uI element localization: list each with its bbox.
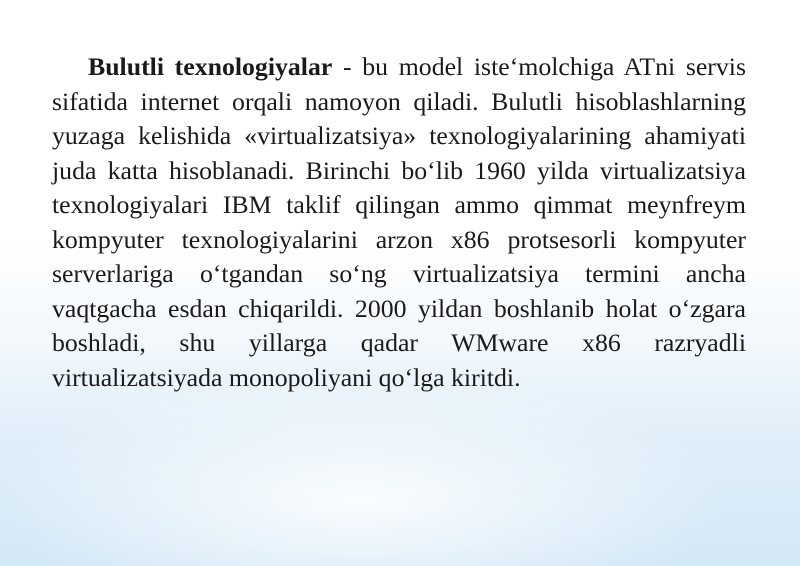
body-paragraph — [52, 50, 746, 395]
term-bold: Bulutli texnologiyalar — [88, 52, 333, 81]
paragraph-text: - bu model iste‘molchiga ATni servis sifatida internet orqali namoyon qiladi. Bulutli hisoblashlarning yuzaga kelishida «virtualizatsiya» texnologiyalarining ahamiyati juda katta hisoblanadi. Birinchi bo‘lib 1960 yilda virtualizatsiya texnologiyalari IBM taklif qilingan ammo qimmat meynfreym kompyuter texnologiyalarini arzon x86 protsesorli kompyuter serverlariga o‘tgandan so‘ng virtualizatsiya termini ancha vaqtgacha esdan chiqarildi. 2000 yildan boshlanib holat o‘zgara boshladi, shu yillarga qadar WMware x86 razryadli virtualizatsiyada monopoliyani qo‘lga kiritdi. — [52, 52, 747, 392]
